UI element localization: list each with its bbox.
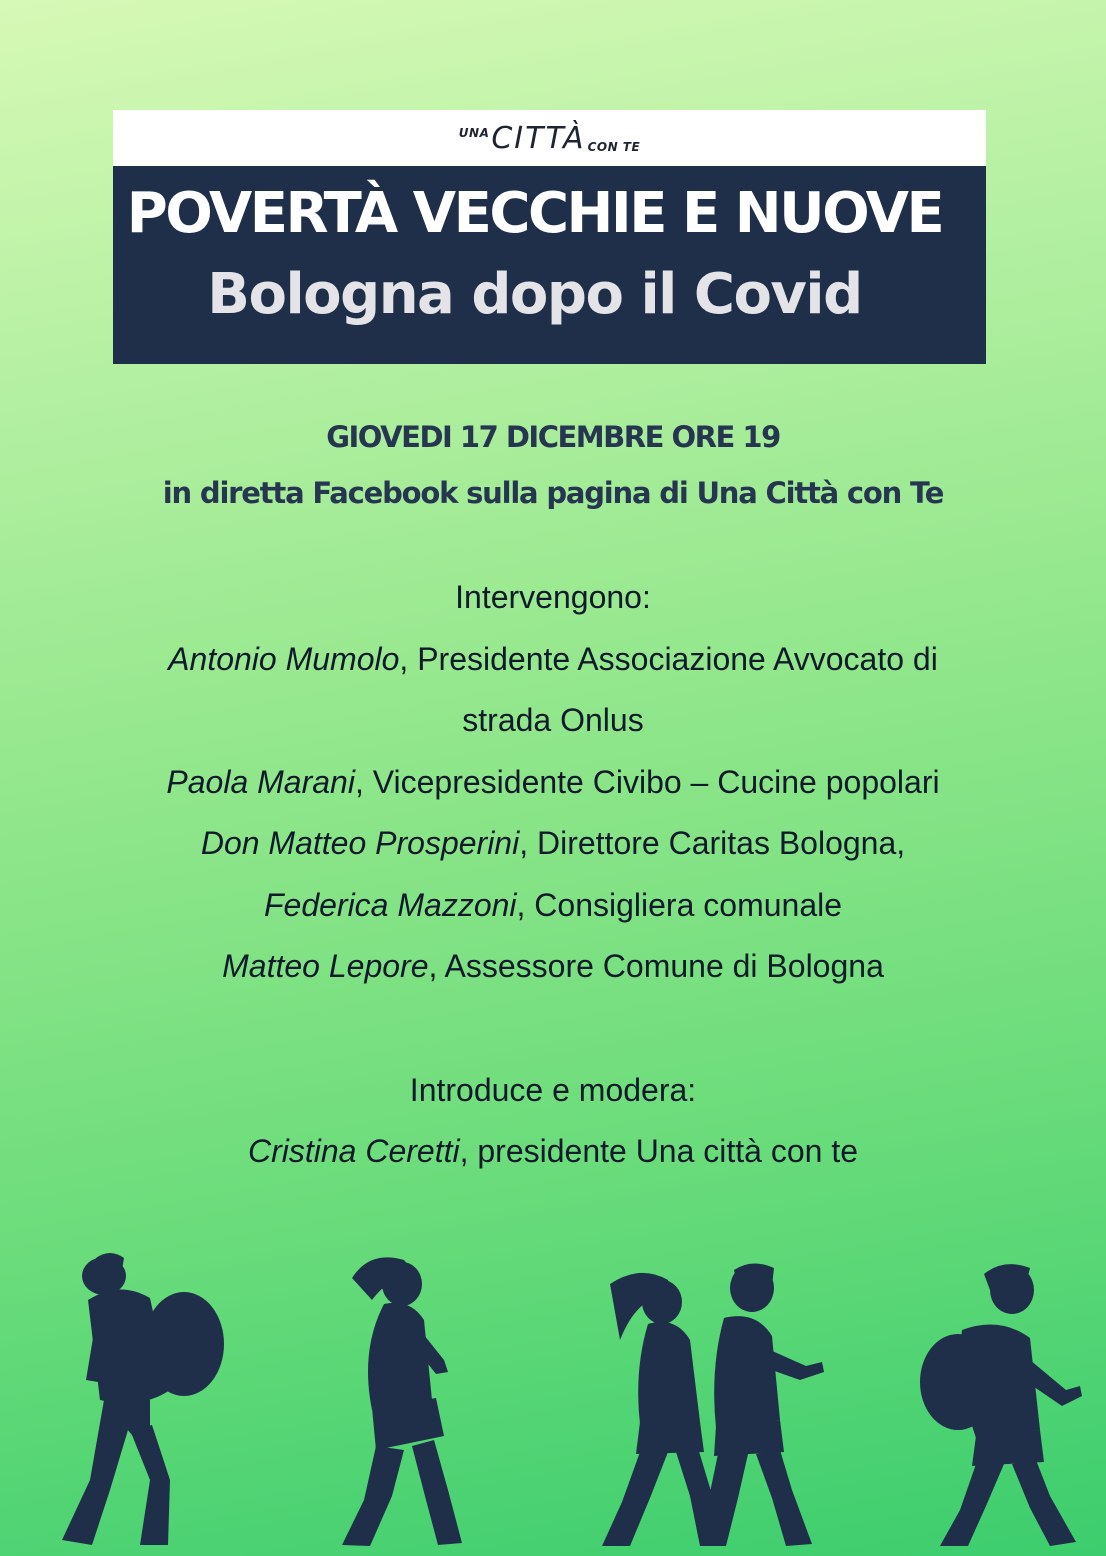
speaker-name: Antonio Mumolo <box>168 640 400 677</box>
logo-citta: CITTÀ <box>491 120 586 156</box>
logo-una: UNA <box>458 126 490 140</box>
moderator-name: Cristina Ceretti <box>247 1133 460 1169</box>
walking-person-icon <box>62 1253 224 1545</box>
walking-person-icon <box>920 1264 1082 1546</box>
page-title: POVERTÀ VECCHIE E NUOVE <box>126 181 943 246</box>
title-box <box>113 166 986 364</box>
speakers-section <box>0 567 1106 1183</box>
spacer <box>0 998 1106 1060</box>
speaker-line <box>0 629 1106 691</box>
speaker-line <box>0 690 1106 752</box>
speaker-name: Paola Marani <box>166 763 355 800</box>
logo-con-te: CON TE <box>587 140 641 154</box>
speaker-line <box>0 752 1106 814</box>
speaker-role: , Direttore Caritas Bologna, <box>519 825 906 861</box>
speaker-name: Don Matteo Prosperini <box>200 825 520 861</box>
walking-person-icon <box>602 1273 726 1546</box>
event-date: GIOVEDI 17 DICEMBRE ORE 19 <box>326 420 780 454</box>
logo-bar <box>113 110 986 166</box>
moderator-heading: Introduce e modera: <box>409 1071 697 1108</box>
speakers-heading: Intervengono: <box>455 579 651 615</box>
page-subtitle: Bologna dopo il Covid <box>207 262 862 327</box>
speaker-line <box>0 813 1106 875</box>
event-where: in diretta Facebook sulla pagina di Una Città con Te <box>162 476 944 510</box>
speaker-role: , Consigliera comunale <box>516 886 843 923</box>
walking-people-illustration <box>0 1240 1106 1556</box>
moderator-role: , presidente Una città con te <box>459 1133 859 1169</box>
speaker-role: strada Onlus <box>462 702 644 738</box>
speaker-name: Federica Mazzoni <box>263 886 517 923</box>
speaker-role: , Assessore Comune di Bologna <box>428 948 884 984</box>
speaker-line <box>0 875 1106 937</box>
speaker-role: , Vicepresidente Civibo – Cucine popolari <box>354 763 940 800</box>
walking-person-icon <box>342 1257 462 1546</box>
speaker-role: , Presidente Associazione Avvocato di <box>399 640 938 677</box>
moderator-line <box>0 1121 1106 1183</box>
walking-person-icon <box>700 1263 824 1546</box>
speaker-line <box>0 936 1106 998</box>
speaker-name: Matteo Lepore <box>222 948 429 984</box>
